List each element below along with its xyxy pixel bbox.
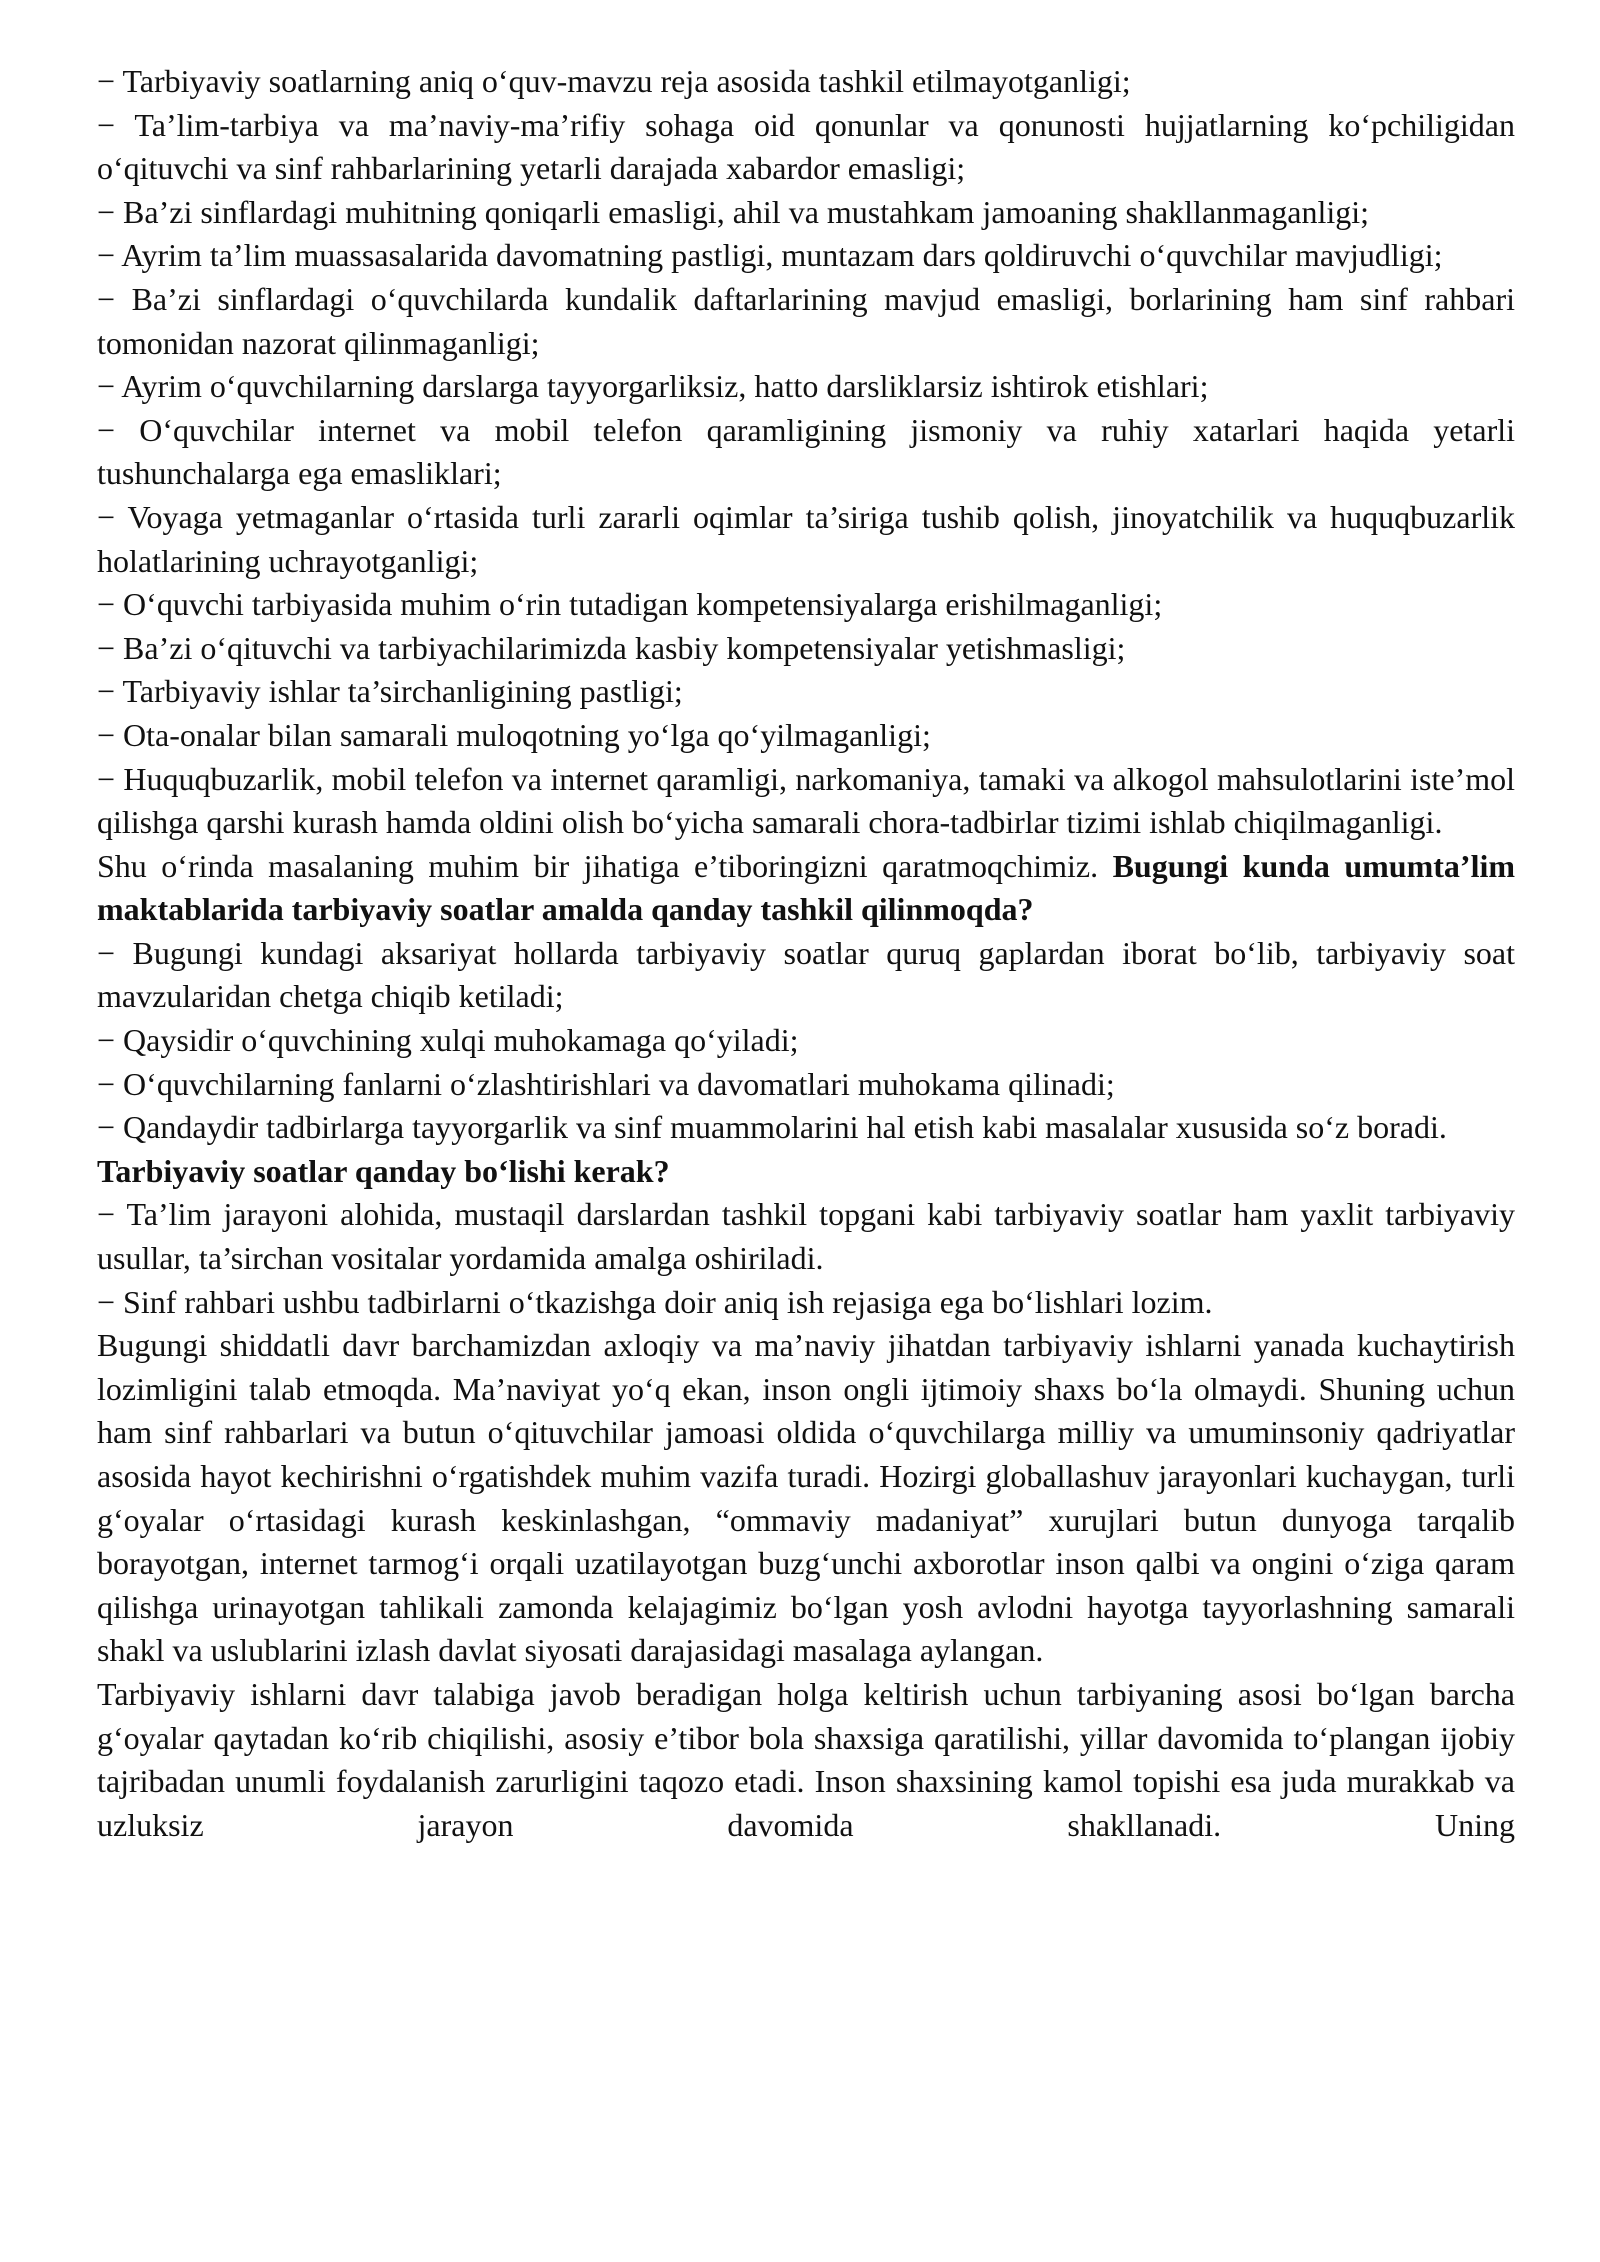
problem-item: − Voyaga yetmaganlar o‘rtasida turli zararli oqimlar ta’siriga tushib qolish, jinoyatchilik va huquqbuzarlik holatlarining uchrayotganligi; [97,498,1515,579]
problem-item: − Huquqbuzarlik, mobil telefon va internet qaramligi, narkomaniya, tamaki va alkogol mahsulotlarini iste’mol qilishga qarshi kurash hamda oldini olish bo‘yicha samarali chora-tadbirlar tizimi ishlab chiqilmaganligi. [97,760,1515,841]
current-state-item: − Bugungi kundagi aksariyat hollarda tarbiyaviy soatlar quruq gaplardan iborat bo‘lib, tarbiyaviy soat mavzularidan chetga chiqib ketiladi; [97,934,1515,1015]
question-heading-1: Bugungi kunda umumta’lim maktablarida tarbiyaviy soatlar amalda qanday tashkil qilinmoqda? [97,847,1516,928]
problem-item: − O‘quvchilar internet va mobil telefon qaramligining jismoniy va ruhiy xatarlari haqida yetarli tushunchalarga ega emasliklari; [97,411,1515,492]
recommendation-item: − Ta’lim jarayoni alohida, mustaqil darslardan tashkil topgani kabi tarbiyaviy soatlar ham yaxlit tarbiyaviy usullar, ta’sirchan vositalar yordamida amalga oshiriladi. [97,1196,1515,1277]
problem-item: − Ta’lim-tarbiya va ma’naviy-ma’rifiy sohaga oid qonunlar va qonunosti hujjatlarning ko‘pchiligidan o‘qituvchi va sinf rahbarlarining yetarli darajada xabardor emasligi; [97,106,1515,187]
current-state-item: − Qandaydir tadbirlarga tayyorgarlik va sinf muammolarini hal etish kabi masalalar xususida so‘z boradi. [97,1109,1447,1146]
problem-item: − Ayrim o‘quvchilarning darslarga tayyorgarliksiz, hatto darsliklarsiz ishtirok etishlari; [97,368,1209,405]
recommendation-item: − Sinf rahbari ushbu tadbirlarni o‘tkazishga doir aniq ish rejasiga ega bo‘lishlari lozim. [97,1283,1213,1320]
problem-item: − Ba’zi o‘qituvchi va tarbiyachilarimizda kasbiy kompetensiyalar yetishmasligi; [97,629,1126,666]
attention-paragraph [97,845,1515,932]
body-paragraph-2: Tarbiyaviy ishlarni davr talabiga javob beradigan holga keltirish uchun tarbiyaning asosi bo‘lgan barcha g‘oyalar qaytadan ko‘rib chiqilishi, asosiy e’tibor bola shaxsiga qaratilishi, yillar davomida to‘plangan ijobiy tajribadan unumli foydalanish zarurligini taqozo etadi. Inson shaxsining kamol topishi esa juda murakkab va uzluksiz jarayon davomida shakllanadi. Uning [97,1675,1515,1843]
question-heading-2: Tarbiyaviy soatlar qanday bo‘lishi kerak? [97,1152,670,1189]
problem-item: − Tarbiyaviy ishlar ta’sirchanligining pastligi; [97,673,683,710]
body-paragraph-1: Bugungi shiddatli davr barchamizdan axloqiy va ma’naviy jihatdan tarbiyaviy ishlarni yanada kuchaytirish lozimligini talab etmoqda. Ma’naviyat yo‘q ekan, inson ongli ijtimoiy shaxs bo‘la olmaydi. Shuning uchun ham sinf rahbarlari va butun o‘qituvchilar jamoasi oldida o‘quvchilarga milliy va umuminsoniy qadriyatlar asosida hayot kechirishni o‘rgatishdek muhim vazifa turadi. Hozirgi globallashuv jarayonlari kuchaygan, turli g‘oyalar o‘rtasidagi kurash keskinlashgan, “ommaviy madaniyat” xurujlari butun dunyoga tarqalib borayotgan, internet tarmog‘i orqali uzatilayotgan buzg‘unchi axborotlar inson qalbi va ongini o‘ziga qaram qilishga urinayotgan tahlikali zamonda kelajagimiz bo‘lgan yosh avlodni hayotga tayyorlashning samarali shakl va uslublarini izlash davlat siyosati darajasidagi masalaga aylangan. [97,1327,1515,1669]
problem-item: − Ba’zi sinflardagi o‘quvchilarda kundalik daftarlarining mavjud emasligi, borlarining ham sinf rahbari tomonidan nazorat qilinmaganligi; [97,280,1515,361]
problem-item: − Tarbiyaviy soatlarning aniq o‘quv-mavzu reja asosida tashkil etilmayotganligi; [97,63,1131,99]
problem-item: − Ayrim ta’lim muassasalarida davomatning pastligi, muntazam dars qoldiruvchi o‘quvchilar mavjudligi; [97,237,1443,274]
attention-intro: Shu o‘rinda masalaning muhim bir jihatiga e’tiboringizni qaratmoqchimiz. [97,847,1113,884]
current-state-item: − Qaysidir o‘quvchining xulqi muhokamaga qo‘yiladi; [97,1022,799,1059]
document-page [97,60,1515,1847]
problem-item: − Ota-onalar bilan samarali muloqotning yo‘lga qo‘yilmaganligi; [97,716,931,753]
current-state-item: − O‘quvchilarning fanlarni o‘zlashtirishlari va davomatlari muhokama qilinadi; [97,1065,1115,1102]
problem-item: − O‘quvchi tarbiyasida muhim o‘rin tutadigan kompetensiyalarga erishilmaganligi; [97,586,1163,623]
problem-item: − Ba’zi sinflardagi muhitning qoniqarli emasligi, ahil va mustahkam jamoaning shakllanmaganligi; [97,193,1369,230]
